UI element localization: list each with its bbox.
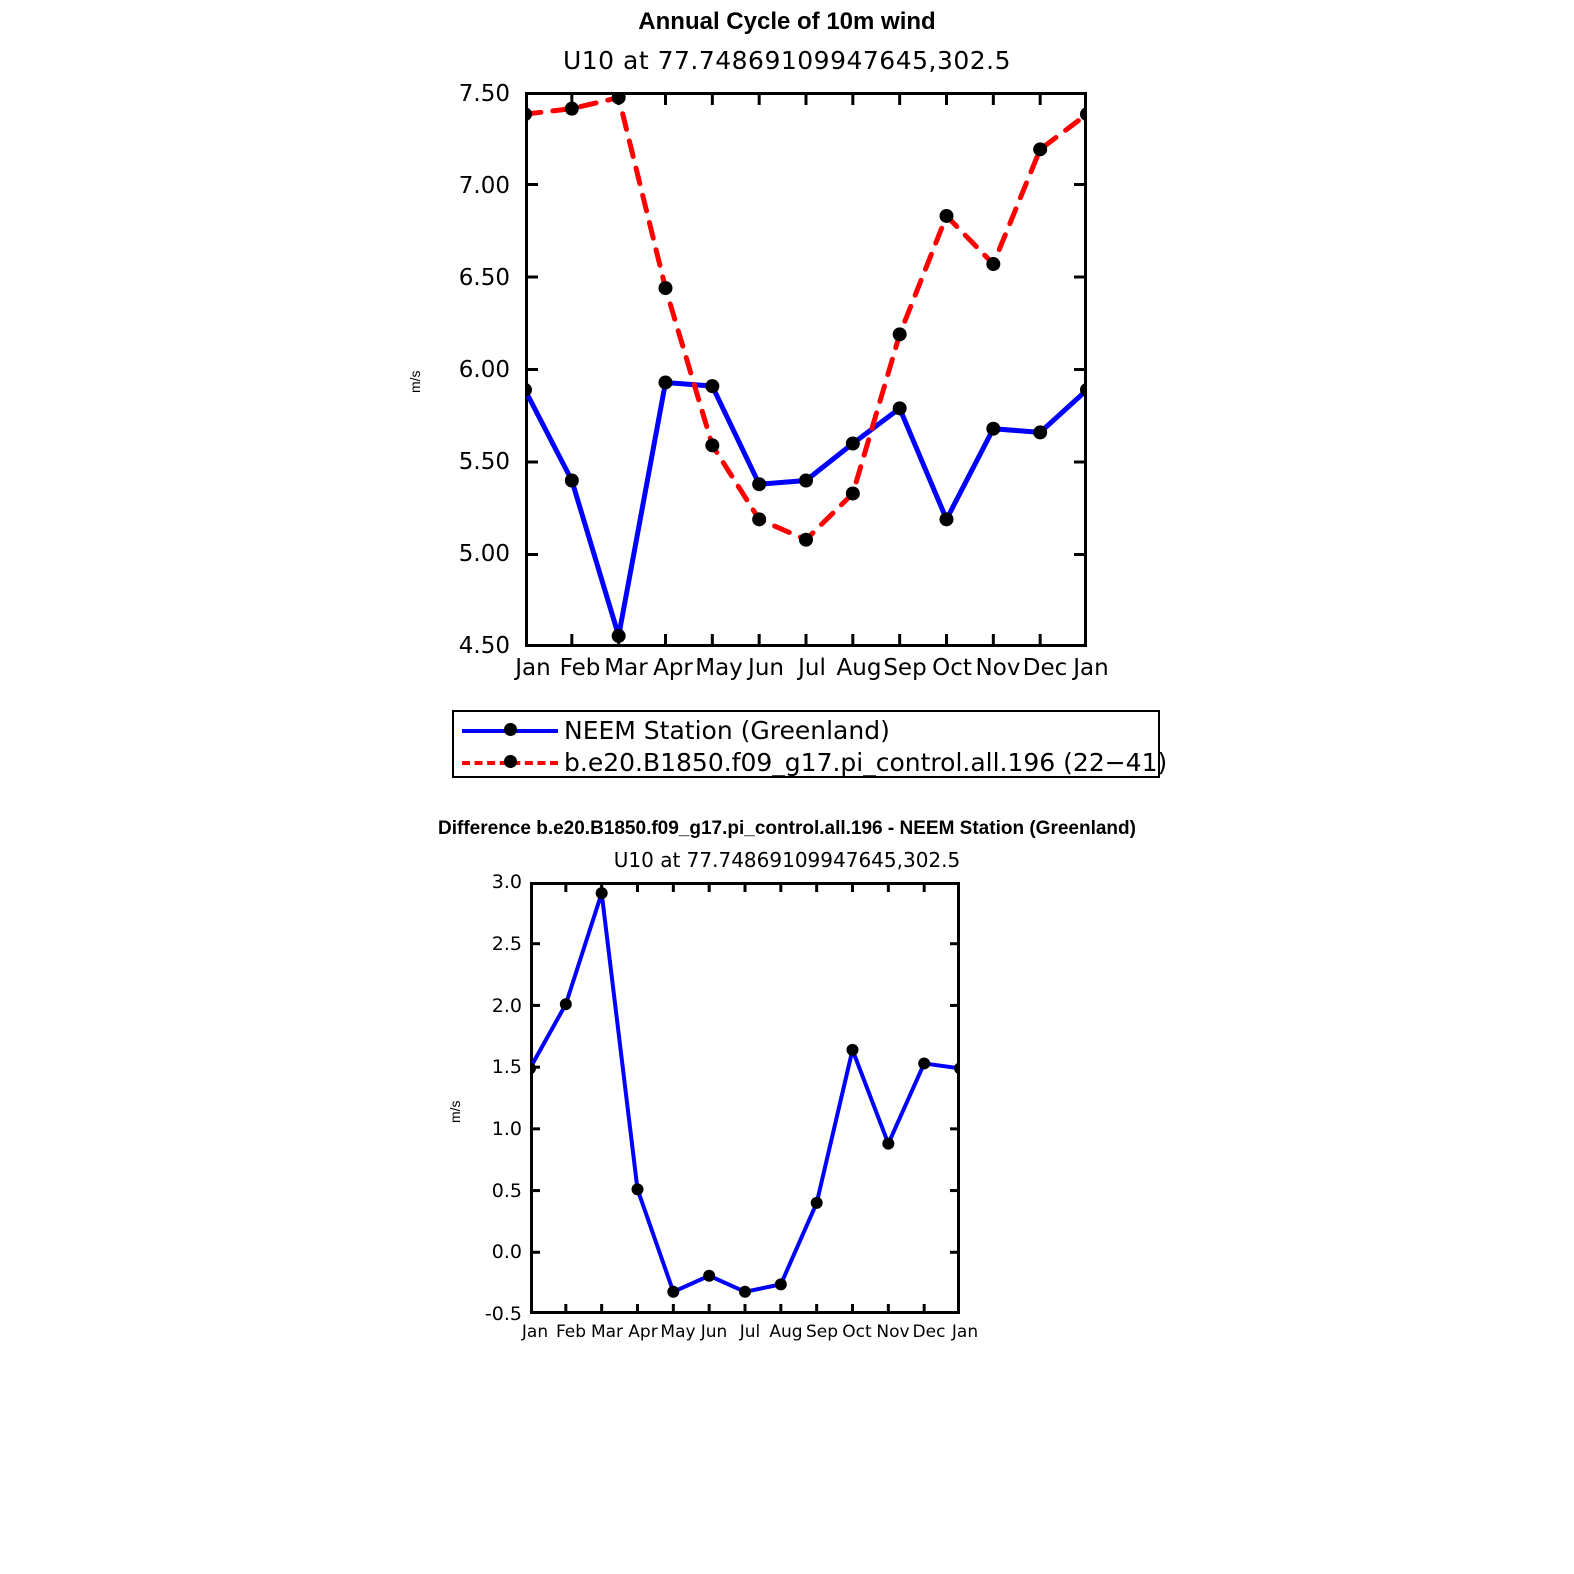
x-tick-label: Jan (521, 1322, 549, 1342)
x-tick-label: May (660, 1322, 696, 1342)
y-tick-label: 3.0 (491, 871, 522, 893)
y-tick-label: 2.5 (491, 933, 522, 955)
x-tick-label: Jan (951, 1322, 979, 1342)
x-tick-label: Sep (805, 1322, 839, 1342)
x-tick-label: Dec (912, 1322, 946, 1342)
chart-legend (452, 710, 1168, 778)
x-tick-label: Jan (1073, 655, 1109, 681)
x-tick-label: Mar (590, 1322, 624, 1342)
x-tick-label: Apr (628, 1322, 658, 1342)
page-title: Annual Cycle of 10m wind (638, 8, 936, 35)
y-axis-label-top: m/s (407, 370, 423, 393)
y-tick-label: 4.50 (458, 633, 510, 659)
y-tick-label: 1.5 (491, 1056, 522, 1078)
legend-item-model[interactable] (462, 745, 1167, 779)
chart-canvas-top (525, 92, 1087, 647)
legend-item-neem[interactable] (462, 713, 890, 747)
y-tick-label: 1.0 (491, 1118, 522, 1140)
y-tick-label: 5.50 (458, 449, 510, 475)
legend-swatch-model (462, 752, 558, 772)
x-tick-label: Apr (653, 655, 693, 681)
x-tick-label: Feb (559, 655, 601, 681)
y-tick-label: 7.50 (458, 81, 510, 107)
difference-title: Difference b.e20.B1850.f09_g17.pi_control.all.196 - NEEM Station (Greenland) (438, 818, 1136, 839)
x-tick-label: Nov (876, 1322, 910, 1342)
x-tick-label: Oct (842, 1322, 872, 1342)
y-tick-label: 0.0 (491, 1241, 522, 1263)
y-tick-label: 5.00 (458, 541, 510, 567)
x-tick-label: May (695, 655, 743, 681)
x-tick-label: Sep (883, 655, 927, 681)
chart-subtitle: U10 at 77.74869109947645,302.5 (562, 46, 1012, 75)
y-tick-label: 2.0 (491, 995, 522, 1017)
y-tick-label: 6.00 (458, 357, 510, 383)
difference-subtitle: U10 at 77.74869109947645,302.5 (613, 848, 961, 872)
x-tick-label: Jan (515, 655, 551, 681)
x-tick-label: Jun (748, 655, 784, 681)
y-axis-label-bottom: m/s (447, 1100, 463, 1123)
x-tick-label: Mar (604, 655, 648, 681)
x-tick-label: Jun (700, 1322, 728, 1342)
difference-chart-panel (0, 800, 1574, 1400)
y-tick-label: 6.50 (458, 265, 510, 291)
y-tick-label: 0.5 (491, 1180, 522, 1202)
x-tick-label: Feb (555, 1322, 587, 1342)
x-tick-label: Nov (975, 655, 1021, 681)
y-tick-label: 7.00 (458, 173, 510, 199)
x-tick-label: Aug (836, 655, 882, 681)
x-tick-label: Jul (739, 1322, 761, 1342)
x-tick-label: Oct (932, 655, 972, 681)
x-tick-label: Jul (798, 655, 826, 681)
chart-canvas-bottom (530, 882, 960, 1314)
x-tick-label: Dec (1022, 655, 1068, 681)
y-tick-label: -0.5 (484, 1303, 522, 1325)
legend-label-model: b.e20.B1850.f09_g17.pi_control.all.196 (22−41) (564, 747, 1168, 777)
x-tick-label: Aug (769, 1322, 803, 1342)
legend-swatch-neem (462, 720, 558, 740)
legend-label-neem: NEEM Station (Greenland) (564, 715, 890, 745)
